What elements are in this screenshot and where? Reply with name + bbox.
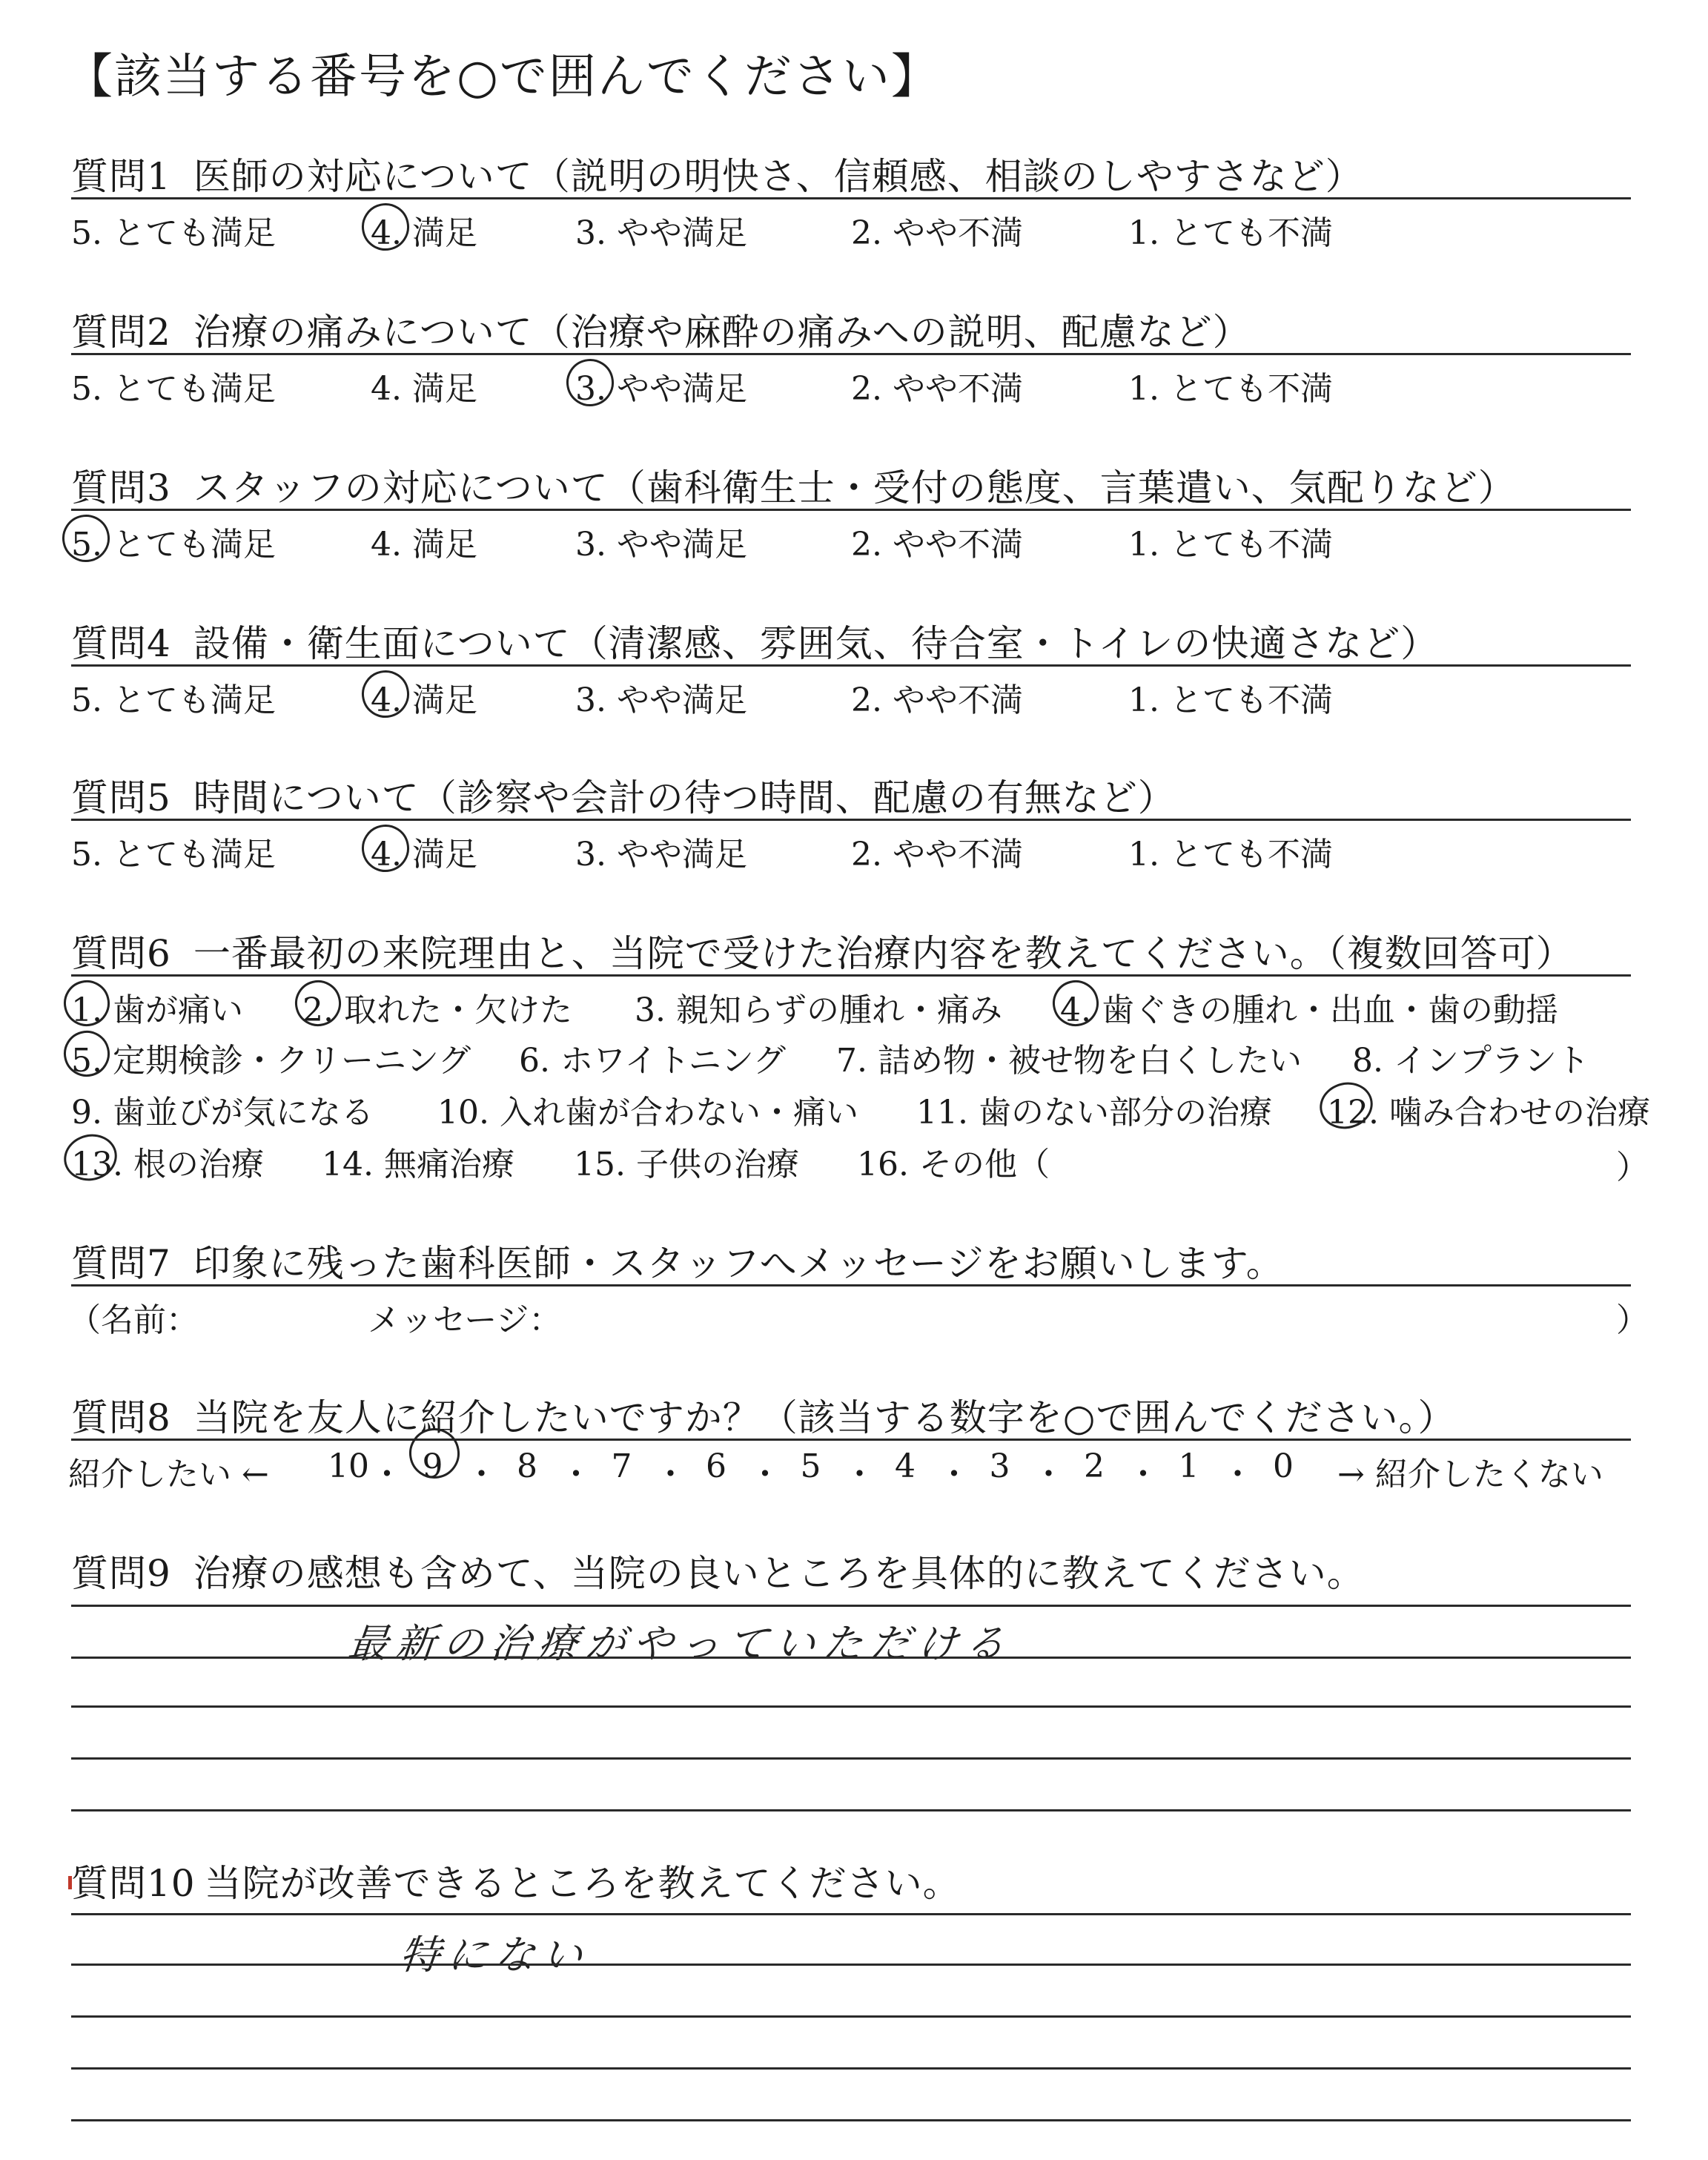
- rating-option-5[interactable]: 5. とても満足: [71, 836, 276, 873]
- scale-value-3[interactable]: 3: [989, 1447, 1010, 1485]
- question-rule: [71, 353, 1631, 355]
- question-7: [71, 1234, 1284, 1287]
- scale-separator: ・: [1127, 1456, 1159, 1493]
- scale-value-8[interactable]: 8: [517, 1447, 537, 1485]
- scale-separator: ・: [560, 1456, 592, 1493]
- scale-separator: ・: [938, 1456, 970, 1493]
- question-text: 医師の対応について（説明の明快さ、信頼感、相談のしやすさなど）: [193, 155, 1363, 198]
- rating-option-2[interactable]: 2. やや不満: [851, 214, 1023, 252]
- question-number: 質問8: [71, 1396, 171, 1439]
- rating-option-5[interactable]: 5. とても満足: [71, 681, 276, 719]
- question-number: 質問9: [71, 1552, 171, 1595]
- scale-separator: ・: [654, 1456, 687, 1493]
- rating-option-5[interactable]: 5. とても満足: [71, 214, 276, 252]
- rating-option-1[interactable]: 1. とても不満: [1128, 370, 1333, 408]
- question-text: 一番最初の来院理由と、当院で受けた治療内容を教えてください。（複数回答可）: [193, 932, 1574, 975]
- rating-option-3[interactable]: 3. やや満足: [575, 362, 747, 409]
- reason-option[interactable]: 14. 無痛治療: [322, 1146, 514, 1183]
- reason-option[interactable]: 4. 歯ぐきの腫れ・出血・歯の動揺: [1060, 991, 1558, 1029]
- rating-option-2[interactable]: 2. やや不満: [851, 836, 1023, 873]
- question-10: [71, 1854, 961, 1907]
- scale-value-2[interactable]: 2: [1084, 1447, 1105, 1485]
- reason-option[interactable]: 9. 歯並びが気になる: [71, 1094, 374, 1132]
- scale-separator: ・: [843, 1456, 876, 1493]
- question-rule: [71, 974, 1631, 977]
- question-rule: [71, 509, 1631, 511]
- rating-option-4[interactable]: 4. 満足: [371, 828, 477, 875]
- rating-option-1[interactable]: 1. とても不満: [1128, 681, 1333, 719]
- reason-option[interactable]: 16. その他（: [857, 1146, 1050, 1183]
- close-paren: ）: [1616, 1149, 1649, 1186]
- rating-option-1[interactable]: 1. とても不満: [1128, 526, 1333, 564]
- rating-option-3[interactable]: 3. やや満足: [575, 681, 747, 719]
- answer-line: [71, 1964, 1631, 1966]
- scale-separator: ・: [1221, 1456, 1254, 1493]
- question-1: [71, 147, 1363, 200]
- question-text: スタッフの対応について（歯科衛生士・受付の態度、言葉遣い、気配りなど）: [193, 466, 1516, 509]
- hand-drawn-circle: [58, 510, 114, 567]
- question-5: [71, 768, 1176, 822]
- rating-option-1[interactable]: 1. とても不満: [1128, 836, 1333, 873]
- reason-option[interactable]: 12. 噛み合わせの治療: [1327, 1094, 1650, 1132]
- scale-left-label: 紹介したい ←: [68, 1456, 269, 1493]
- reason-option[interactable]: 13. 根の治療: [71, 1146, 264, 1183]
- reason-option[interactable]: 2. 取れた・欠けた: [302, 991, 572, 1029]
- answer-line: [71, 1705, 1631, 1708]
- scale-value-4[interactable]: 4: [895, 1447, 916, 1485]
- hand-drawn-circle: [357, 666, 414, 722]
- scale-value-6[interactable]: 6: [706, 1447, 726, 1485]
- reason-option[interactable]: 7. 詰め物・被せ物を白くしたい: [836, 1042, 1302, 1080]
- question-number: 質問10: [71, 1862, 196, 1905]
- rating-option-3[interactable]: 3. やや満足: [575, 526, 747, 564]
- rating-option-4[interactable]: 4. 満足: [371, 370, 477, 408]
- question-rule: [71, 197, 1631, 199]
- scale-value-10[interactable]: 10: [328, 1447, 369, 1485]
- rating-option-5[interactable]: 5. とても満足: [71, 370, 276, 408]
- scale-value-1[interactable]: 1: [1178, 1447, 1199, 1485]
- scale-separator: ・: [465, 1456, 498, 1493]
- scale-value-0[interactable]: 0: [1273, 1447, 1294, 1485]
- scale-right-label: → 紹介したくない: [1337, 1456, 1603, 1493]
- question-3: [71, 458, 1516, 512]
- question-text: 当院を友人に紹介したいですか？（該当する数字を○で囲んでください。）: [193, 1396, 1456, 1439]
- message-label: メッセージ：: [368, 1301, 562, 1339]
- question-text: 当院が改善できるところを教えてください。: [204, 1862, 961, 1905]
- question-rule: [71, 1284, 1631, 1287]
- question-number: 質問7: [71, 1242, 171, 1285]
- question-6: [71, 924, 1574, 977]
- scale-separator: ・: [749, 1456, 781, 1493]
- question-number: 質問5: [71, 776, 171, 819]
- question-number: 質問1: [71, 155, 171, 198]
- question-text: 設備・衛生面について（清潔感、雰囲気、待合室・トイレの快適さなど）: [193, 622, 1439, 665]
- question-text: 印象に残った歯科医師・スタッフへメッセージをお願いします。: [193, 1242, 1284, 1285]
- rating-option-4[interactable]: 4. 満足: [371, 526, 477, 564]
- answer-line: [71, 2067, 1631, 2070]
- reason-option[interactable]: 11. 歯のない部分の治療: [916, 1094, 1272, 1132]
- answer-line: [71, 2119, 1631, 2121]
- rating-option-5[interactable]: 5. とても満足: [71, 518, 276, 565]
- rating-option-4[interactable]: 4. 満足: [371, 206, 477, 254]
- rating-option-4[interactable]: 4. 満足: [371, 673, 477, 721]
- rating-option-3[interactable]: 3. やや満足: [575, 836, 747, 873]
- question-text: 治療の痛みについて（治療や麻酔の痛みへの説明、配慮など）: [193, 311, 1251, 354]
- scale-separator: ・: [371, 1456, 403, 1493]
- question-rule: [71, 819, 1631, 821]
- reason-option[interactable]: 10. 入れ歯が合わない・痛い: [437, 1094, 858, 1132]
- question-number: 質問6: [71, 932, 171, 975]
- reason-option[interactable]: 8. インプラント: [1352, 1042, 1589, 1080]
- page-title: 【該当する番号を○で囲んでください】: [65, 50, 940, 105]
- close-paren: ）: [1616, 1301, 1649, 1339]
- question-rule: [71, 1439, 1631, 1441]
- question-9: [71, 1544, 1365, 1597]
- question-text: 治療の感想も含めて、当院の良いところを具体的に教えてください。: [193, 1552, 1365, 1595]
- question-2: [71, 303, 1251, 356]
- question-number: 質問4: [71, 622, 171, 665]
- hand-drawn-circle: [357, 199, 414, 255]
- reason-option[interactable]: 5. 定期検診・クリーニング: [71, 1042, 471, 1080]
- name-label: （名前：: [68, 1301, 199, 1339]
- hand-drawn-circle: [562, 354, 618, 411]
- handwritten-answer-q10: 特にない: [397, 1932, 592, 1978]
- scale-value-9[interactable]: 9: [422, 1447, 443, 1485]
- scale-value-7[interactable]: 7: [611, 1447, 632, 1485]
- question-4: [71, 614, 1438, 667]
- rating-option-2[interactable]: 2. やや不満: [851, 370, 1023, 408]
- answer-line: [71, 2015, 1631, 2018]
- hand-drawn-circle: [357, 820, 414, 876]
- question-text: 時間について（診察や会計の待つ時間、配慮の有無など）: [193, 776, 1176, 819]
- reason-option[interactable]: 6. ホワイトニング: [519, 1042, 787, 1080]
- question-rule: [71, 664, 1631, 667]
- reason-option[interactable]: 1. 歯が痛い: [71, 991, 243, 1029]
- question-8: [71, 1388, 1455, 1441]
- answer-line: [71, 1605, 1631, 1607]
- answer-line: [71, 1657, 1631, 1659]
- answer-line: [71, 1913, 1631, 1915]
- scale-separator: ・: [1032, 1456, 1065, 1493]
- rating-option-3[interactable]: 3. やや満足: [575, 214, 747, 252]
- question-number: 質問3: [71, 466, 171, 509]
- rating-option-1[interactable]: 1. とても不満: [1128, 214, 1333, 252]
- handwritten-answer-q9: 最新の治療がやっていただける: [345, 1620, 1015, 1667]
- answer-line: [71, 1809, 1631, 1811]
- rating-option-2[interactable]: 2. やや不満: [851, 526, 1023, 564]
- rating-option-2[interactable]: 2. やや不満: [851, 681, 1023, 719]
- reason-option[interactable]: 15. 子供の治療: [574, 1146, 799, 1183]
- scale-value-5[interactable]: 5: [800, 1447, 821, 1485]
- answer-line: [71, 1757, 1631, 1760]
- question-number: 質問2: [71, 311, 171, 354]
- reason-option[interactable]: 3. 親知らずの腫れ・痛み: [635, 991, 1002, 1029]
